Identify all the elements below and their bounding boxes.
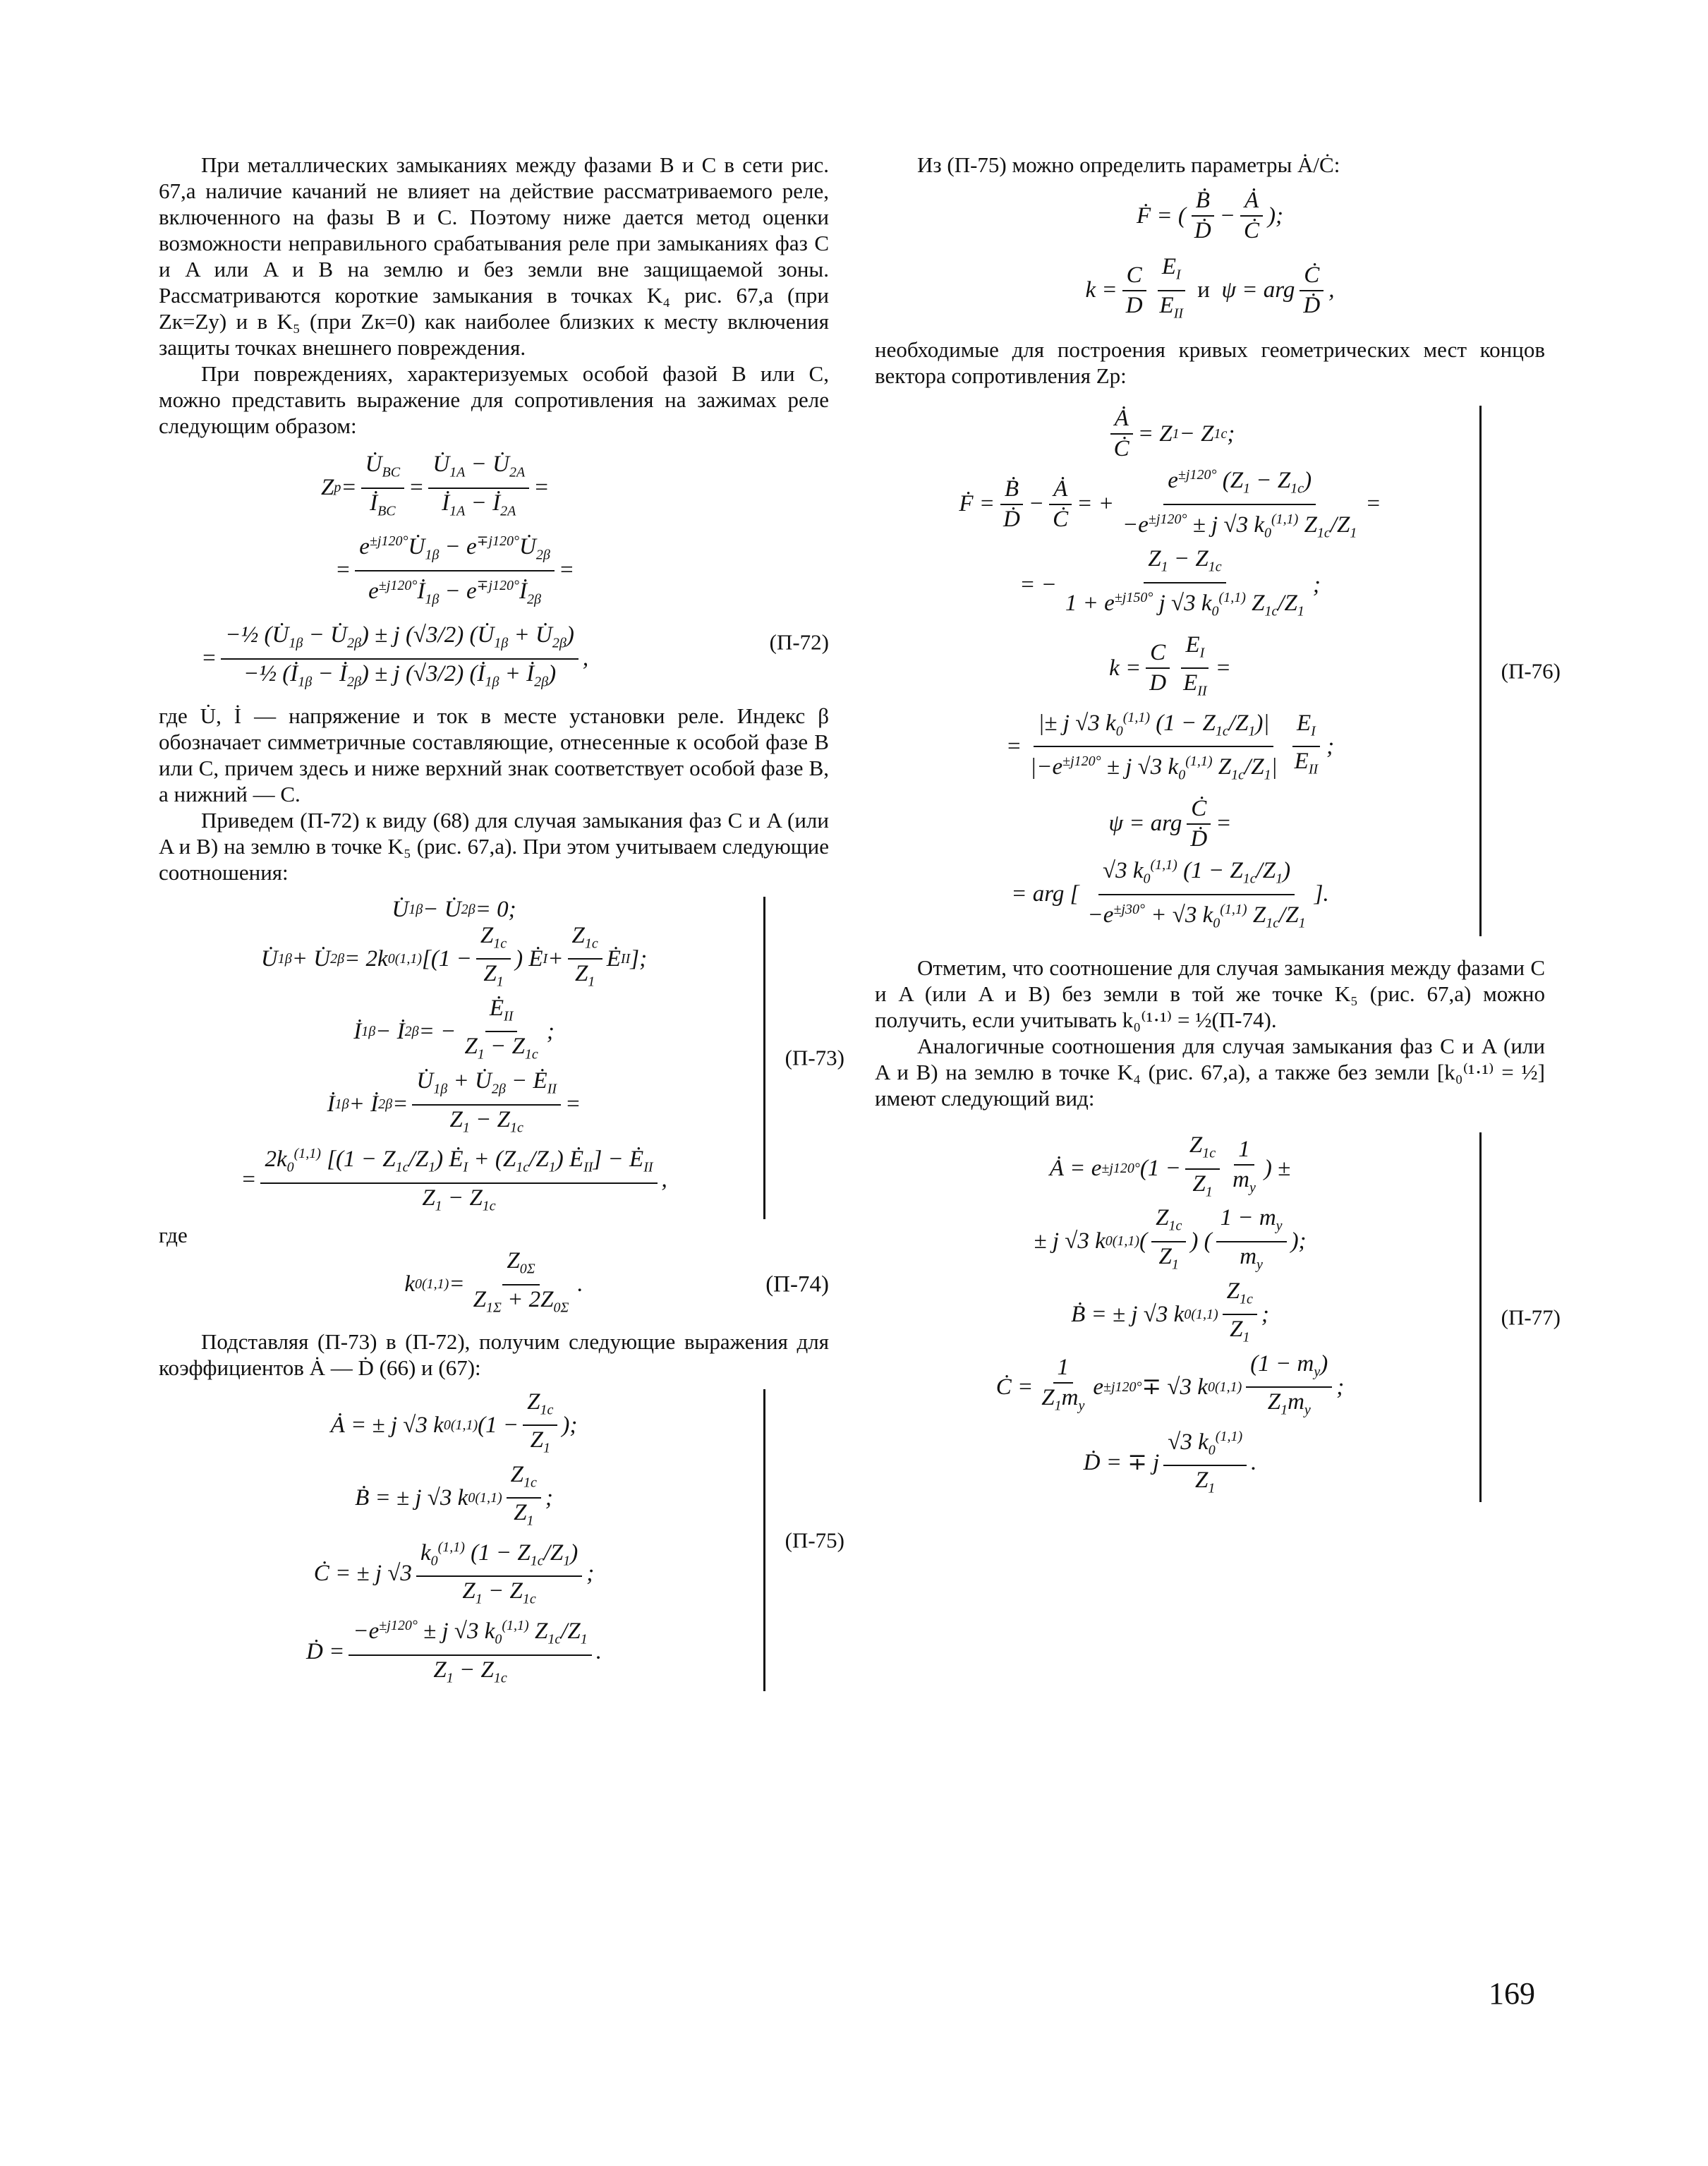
page-number: 169 [1489,1976,1535,2011]
equation-number: (П-72) [769,629,829,655]
equation-number: (П-74) [765,1271,829,1297]
equation-number: (П-73) [785,1045,844,1070]
label-where: где [159,1223,188,1248]
equation-number: (П-76) [1501,658,1561,684]
paragraph-intro: При металлических замыканиях между фазами B и C в сети рис. 67,а наличие качаний не влияет на действие рассматриваемого реле, включенного на фазы B и C. Поэтому ниже дается метод оценки возможности неправильного срабатывания реле при замыканиях фаз C и A или A и B на землю и без земли вне защищаемой зоны. Рассматриваются короткие замыкания в точках K₄ рис. 67,а (при Zк=Zу) и в K₅ (при Zк=0) как наиболее близких к месту включения защиты точках внешнего повреждения. [159,152,829,360]
equation-p75: Ȧ = ± j √3 k 0 (1,1) (1 − $\frac{Z_{1c}}{Z_1}$ ); Ḃ = ± j √3 k 0 (1,1) $\frac{Z_{1c}}{Z_1}$ ; Ċ = ± j √3 $\frac{k_0^{(1,1)} (1 - Z_{1c}/Z_1)}{Z_1 - Z_{1c}}$ ; Ḋ = $\frac{-e^{\pm j120^\circ} \pm j √3 k_0^{(1,1)} Z_{1c}/Z_1}{Z_1 - Z_{1c}}$ . (П-75) [159,1389,765,1692]
paragraph-needed: необходимые для построения кривых геометрических мест концов вектора сопротивления Zр: [875,337,1545,389]
paragraph-analogous: Аналогичные соотношения для случая замыкания фаз C и A (или A и B) на землю в точке K₄ (рис. 67,а), а также без земли [k₀⁽¹·¹⁾ = ½] имеют следующий вид: [875,1034,1545,1111]
paragraph-relations: Приведем (П-72) к виду (68) для случая замыкания фаз C и A (или A и B) на землю в точке K₅ (рис. 67,а). При этом учитываем следующие соотношения: [159,807,829,885]
paragraph-note: Отметим, что соотношение для случая замыкания между фазами C и A (или A и B) без земли в той же точке K₅ (рис. 67,а) можно получить, если учитывать k₀⁽¹·¹⁾ = ½(П-74). [875,955,1545,1033]
equation-p76: $\frac{Ȧ}{Ċ}$ = Z 1 − Z 1c ; Ḟ = $\frac{\text{Ḃ}}{\text{Ḋ}}$ − $\frac{Ȧ}{Ċ}$ = + $\frac{e^{\pm j120^\circ} (Z_1 - Z_{1c})}{-e^{\pm j120^\circ} \pm j √3 k_0^{(1,1)} Z_{1c}/Z_1}$ = = − $\frac{Z_1 - Z_{1c}}{1 + e^{\pm j150^\circ} j √3 k_0^{(1,1)} Z_{1c}/Z_1}$ ; k = $\frac{C}{D}$ $\frac{E_I}{E_{II}}$ = = $\frac{|\pm j √3 k_0^{(1,1)} (1 - Z_{1c}/Z_1)|}{|-e^{\pm j120^\circ} \pm j √3 k_0^{(1,1)} Z_{1c}/Z_1|}$ $\frac{E_I}{E_{II}}$ ; ψ = arg $\frac{Ċ}{\text{Ḋ}}$ = = arg [ $\frac{√3 k_0^{(1,1)} (1 - Z_{1c}/Z_1)}{-e^{\pm j30^\circ} + √3 k_0^{(1,1)} Z_{1c}/Z_1}$ ]. (П-76) [875,406,1482,936]
equation-number: (П-75) [785,1527,844,1553]
right-column [875,152,1561,1502]
paragraph-resistance: При повреждениях, характеризуемых особой фазой B или C, можно представить выражение для сопротивления на зажимах реле следующим образом: [159,361,829,438]
equation-p72: Z р = $\frac{U̇_{BC}}{İ_{BC}}$ = $\frac{U̇_{1A} - U̇_{2A}}{İ_{1A} - İ_{2A}}$ = = $\frac{e^{\pm j120^\circ}U̇_{1\beta} - e^{\mp j120^\circ}U̇_{2\beta}}{e^{\pm j120^\circ}İ_{1\beta} - e^{\mp j120^\circ}İ_{2\beta}}$ = = $\frac{-\frac{1}{2} (U̇_{1\beta} - U̇_{2\beta}) \pm j (√3/2) (U̇_{1\beta} + U̇_{2\beta})}{-\frac{1}{2} (İ_{1\beta} - İ_{2\beta}) \pm j (√3/2) (İ_{1\beta} + İ_{2\beta})}$ , (П-72) [201,452,829,690]
equation-p74: k 0 (1,1) = $\frac{Z_{0\Sigma}}{Z_{1\Sigma} + 2Z_{0\Sigma}}$ . (П-74) [404,1248,829,1316]
left-column [159,152,844,1691]
equation-f-k-psi: Ḟ = ( $\frac{\text{Ḃ}}{\text{Ḋ}}$ − $\frac{Ȧ}{Ċ}$ ); k = $\frac{C}{D}$ $\frac{E_I}{E_{II}}$ и ψ = arg $\frac{Ċ}{\text{Ḋ}}$ , [1085,188,1335,322]
paragraph-substituting: Подставляя (П-73) в (П-72), получим следующие выражения для коэффициентов Ȧ — Ḋ (66) и (67): [159,1329,829,1380]
paragraph-params: Из (П-75) можно определить параметры Ȧ/Ċ: [917,152,1340,177]
equation-number: (П-77) [1501,1305,1561,1330]
equation-p77: Ȧ = e ±j120° (1 − $\frac{Z_{1c}}{Z_1}$ $\frac{1}{m_у}$ ) ± ± j √3 k 0 (1,1) ( $\frac{Z_{1c}}{Z_1}$ ) ( $\frac{1 - m_у}{m_у}$ ); Ḃ = ± j √3 k 0 (1,1) $\frac{Z_{1c}}{Z_1}$ ; Ċ = $\frac{1}{Z_1m_у}$ e ±j120° ∓ √3 k 0 (1,1) $\frac{(1 - m_у)}{Z_1m_у}$ ; Ḋ = ∓ j $\frac{√3 k_0^{(1,1)}}{Z_1}$ . (П-77) [875,1132,1482,1502]
paragraph-where-u-i: где U̇, İ — напряжение и ток в месте установки реле. Индекс β обозначает симметричные составляющие, отнесенные к особой фазе B или C, причем здесь и ниже верхний знак соответствует особой фазе B, а нижний — C. [159,703,829,806]
equation-p73: U̇ 1β − U̇ 2β = 0; U̇ 1β + U̇ 2β = 2k 0 (1,1) [(1 − $\frac{Z_{1c}}{Z_1}$ ) Ė I + $\frac{Z_{1c}}{Z_1}$ Ė II ]; İ 1β − İ 2β = − $\frac{Ė_{II}}{Z_1 - Z_{1c}}$ ; İ 1β + İ 2β = $\frac{U̇_{1\beta} + U̇_{2\beta} - Ė_{II}}{Z_1 - Z_{1c}}$ = = $\frac{2k_0^{(1,1)} [(1 - Z_{1c}/Z_1) Ė_I + (Z_{1c}/Z_1) Ė_{II}] - Ė_{II}}{Z_1 - Z_{1c}}$ , (П-73) [159,897,765,1220]
